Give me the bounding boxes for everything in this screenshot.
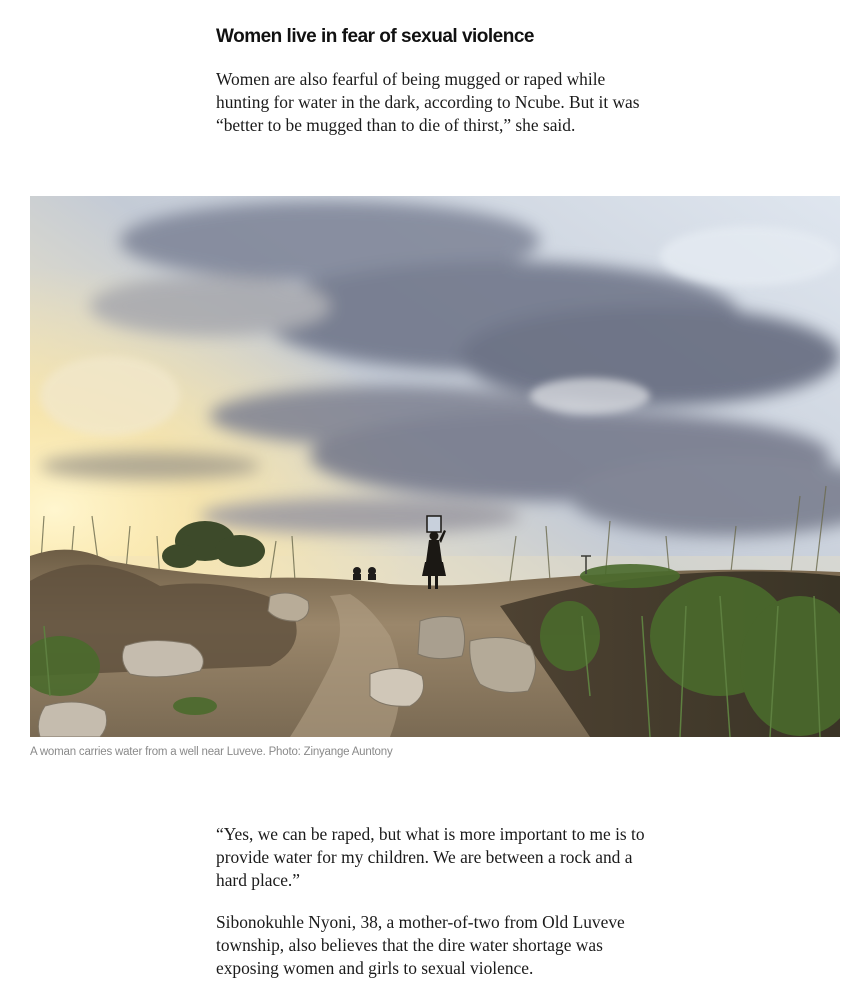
photo-caption: A woman carries water from a well near Luveve. Photo: Zinyange Auntony: [30, 746, 393, 758]
section-heading: Women live in fear of sexual violence: [216, 26, 534, 47]
article-paragraph: Women are also fearful of being mugged or raped while hunting for water in the dark, according to Ncube. But it was “better to be mugged than to die of thirst,” she said.: [216, 69, 640, 135]
article-photo: [30, 196, 840, 737]
article-paragraph: “Yes, we can be raped, but what is more important to me is to provide water for my children. We are between a rock and a hard place.”: [216, 824, 645, 890]
article-paragraph: Sibonokuhle Nyoni, 38, a mother-of-two from Old Luveve township, also believes that the dire water shortage was exposing women and girls to sexual violence.: [216, 912, 625, 978]
